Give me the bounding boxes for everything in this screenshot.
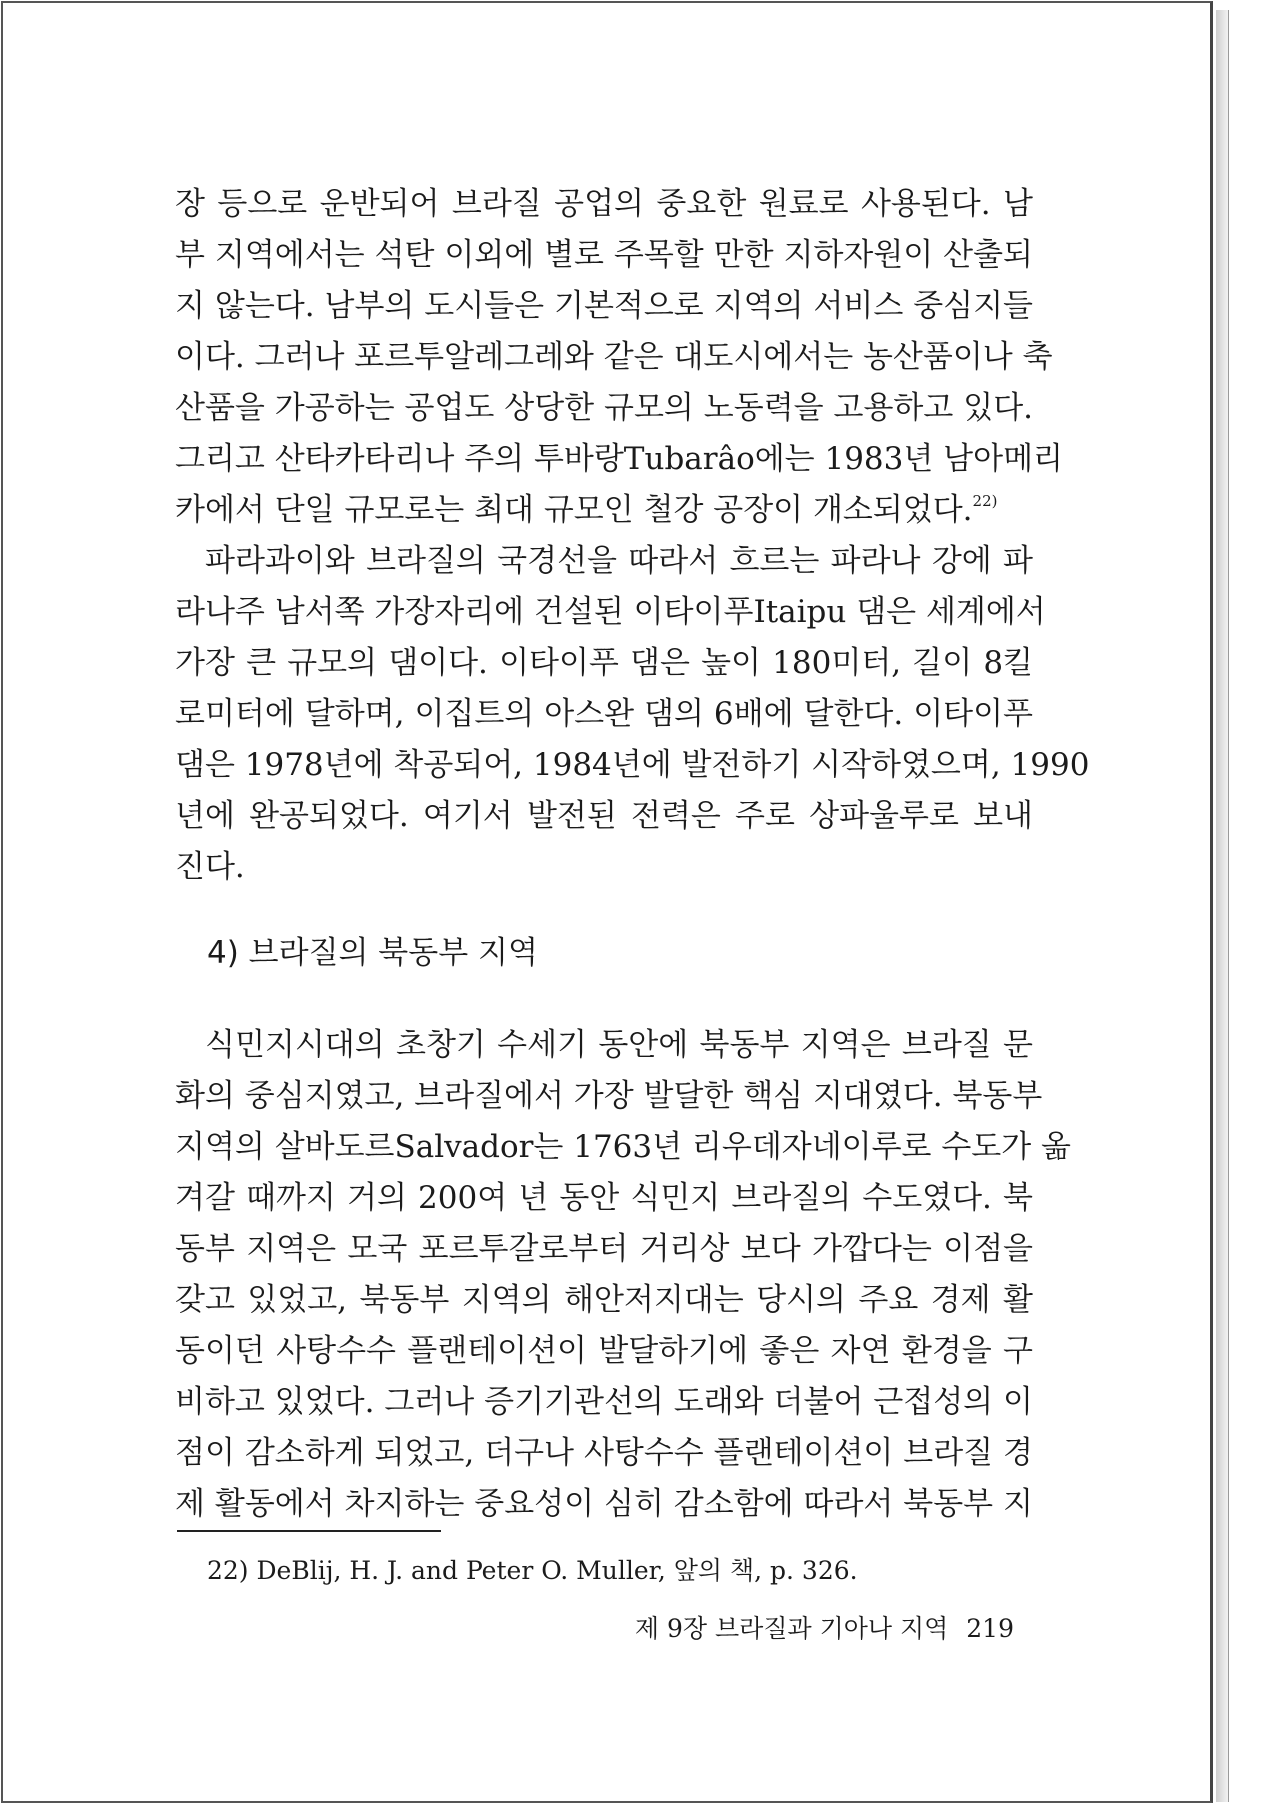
- text-line: 장 등으로 운반되어 브라질 공업의 중요한 원료로 사용된다. 남: [175, 186, 1033, 222]
- text-line: 겨갈 때까지 거의 200여 년 동안 식민지 브라질의 수도였다. 북: [175, 1180, 1033, 1216]
- text-line: 갖고 있었고, 북동부 지역의 해안저지대는 당시의 주요 경제 활: [175, 1282, 1033, 1318]
- text-line: 로미터에 달하며, 이집트의 아스완 댐의 6배에 달한다. 이타이푸: [175, 696, 1033, 732]
- text-line: [175, 485, 1033, 536]
- book-page: [1, 1, 1213, 1803]
- text-line: 년에 완공되었다. 여기서 발전된 전력은 주로 상파울루로 보내: [175, 798, 1033, 834]
- text-line: 식민지시대의 초창기 수세기 동안에 북동부 지역은 브라질 문: [205, 1027, 1033, 1063]
- text-line: 라나주 남서쪽 가장자리에 건설된 이타이푸Itaipu 댐은 세계에서: [175, 594, 1046, 630]
- text-line: 지 않는다. 남부의 도시들은 기본적으로 지역의 서비스 중심지들: [175, 288, 1033, 324]
- text-line: 비하고 있었다. 그러나 증기기관선의 도래와 더불어 근접성의 이: [175, 1384, 1033, 1420]
- paragraph-3: [175, 1020, 1071, 1530]
- text-line: 부 지역에서는 석탄 이외에 별로 주목할 만한 지하자원이 산출되: [175, 237, 1033, 273]
- text-line: 화의 중심지였고, 브라질에서 가장 발달한 핵심 지대였다. 북동부: [175, 1078, 1043, 1114]
- text-line: 동이던 사탕수수 플랜테이션이 발달하기에 좋은 자연 환경을 구: [175, 1333, 1033, 1369]
- paragraph-1: [175, 179, 1090, 893]
- text-line: 제 활동에서 차지하는 중요성이 심히 감소함에 따라서 북동부 지: [175, 1486, 1033, 1522]
- text-line: 그리고 산타카타리나 주의 투바랑Tubarâo에는 1983년 남아메리: [175, 441, 1063, 477]
- text-line: 점이 감소하게 되었고, 더구나 사탕수수 플랜테이션이 브라질 경: [175, 1435, 1033, 1471]
- text-line: 댐은 1978년에 착공되어, 1984년에 발전하기 시작하였으며, 1990: [175, 747, 1090, 783]
- text-line: 동부 지역은 모국 포르투갈로부터 거리상 보다 가깝다는 이점을: [175, 1231, 1033, 1267]
- running-footer: [635, 1609, 1014, 1645]
- page-edge-shadow: [1216, 10, 1229, 1802]
- footnote-divider: [177, 1530, 441, 1532]
- footnote: 22) DeBlij, H. J. and Peter O. Muller, 앞의 책, p. 326.: [207, 1556, 858, 1585]
- text-line: 산품을 가공하는 공업도 상당한 규모의 노동력을 고용하고 있다.: [175, 390, 1033, 426]
- section-heading: 4) 브라질의 북동부 지역: [207, 935, 538, 971]
- text-line: 지역의 살바도르Salvador는 1763년 리우데자네이루로 수도가 옮: [175, 1129, 1071, 1165]
- text-line: 이다. 그러나 포르투알레그레와 같은 대도시에서는 농산품이나 축: [175, 339, 1053, 375]
- chapter-title: 제 9장 브라질과 기아나 지역: [634, 1614, 949, 1643]
- text-line-content: 카에서 단일 규모로는 최대 규모인 철강 공장이 개소되었다.: [175, 492, 973, 528]
- footnote-reference: 22): [972, 492, 998, 510]
- text-line: 진다.: [175, 849, 245, 885]
- text-line: 가장 큰 규모의 댐이다. 이타이푸 댐은 높이 180미터, 길이 8킬: [175, 645, 1033, 681]
- page-number: 219: [966, 1614, 1014, 1643]
- text-line: 파라과이와 브라질의 국경선을 따라서 흐르는 파라나 강에 파: [205, 543, 1033, 579]
